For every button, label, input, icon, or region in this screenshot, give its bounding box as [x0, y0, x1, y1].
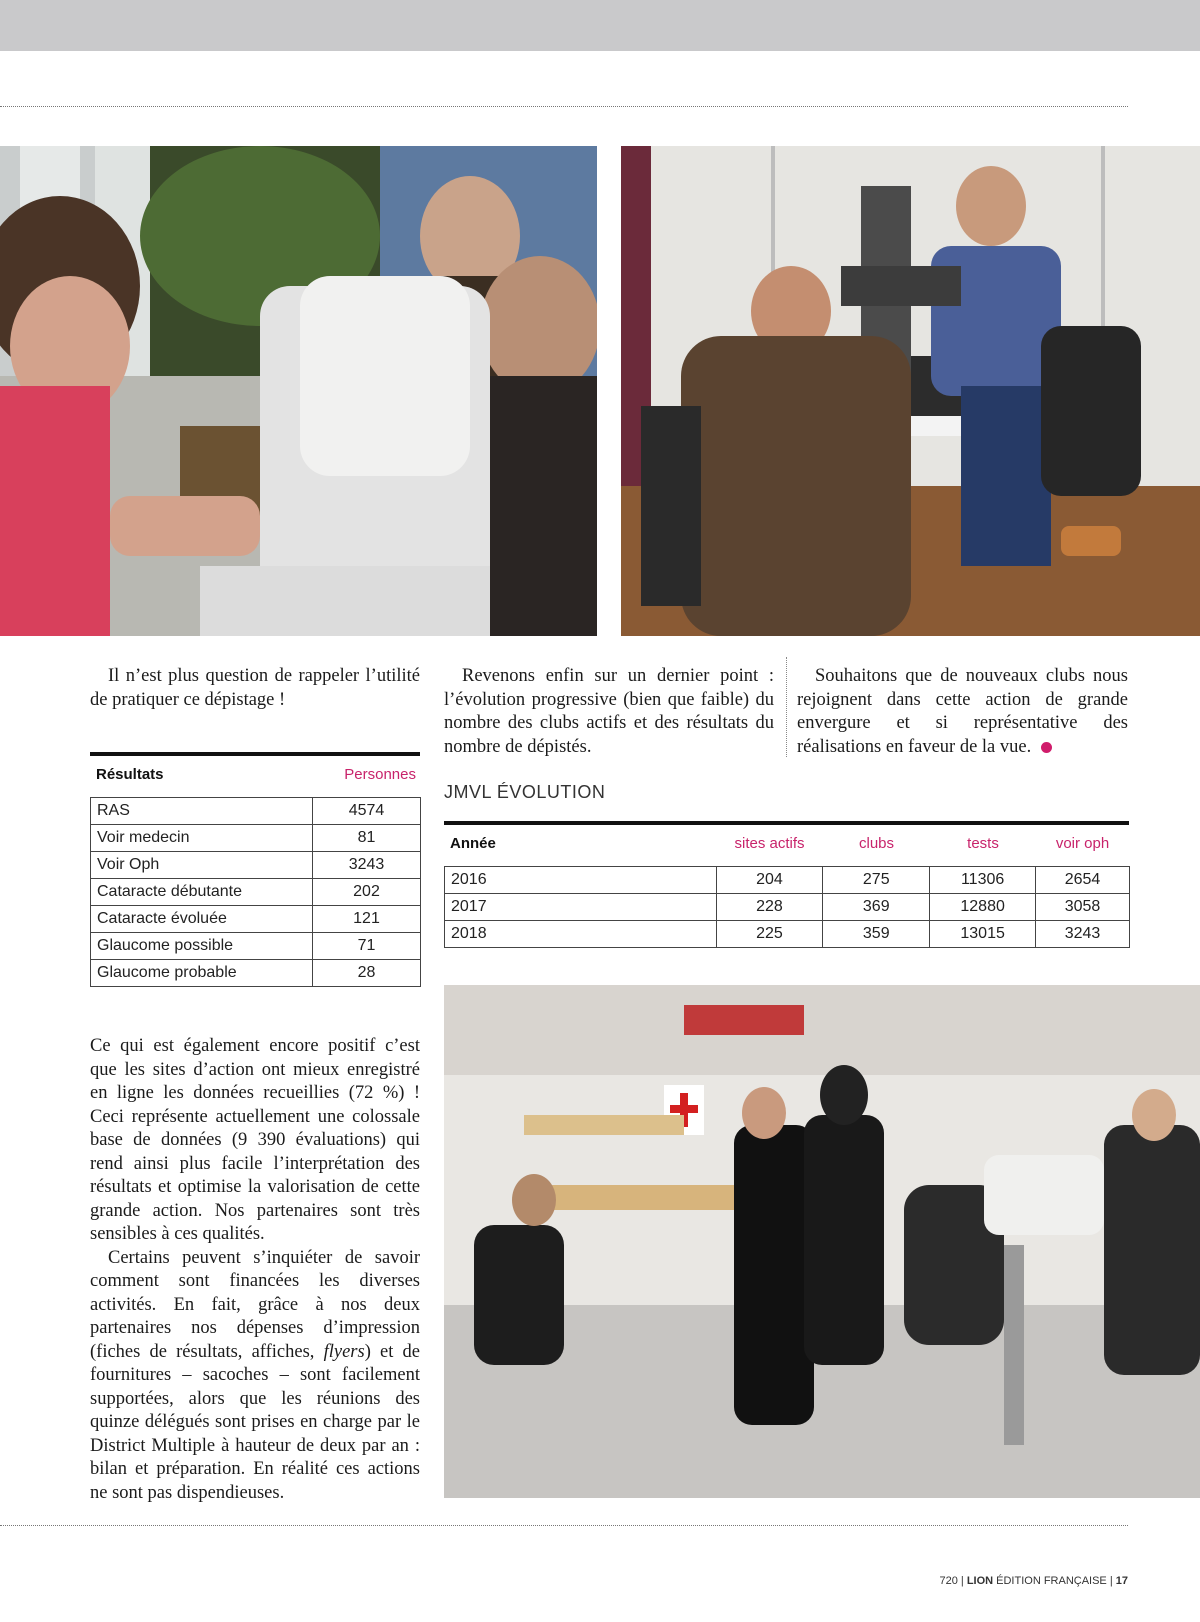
tests-cell: 11306 [930, 867, 1036, 894]
result-value: 3243 [313, 852, 421, 879]
result-value: 202 [313, 879, 421, 906]
year-cell: 2017 [445, 894, 717, 921]
evolution-table [444, 866, 1130, 948]
para2-part-a: Certains peuvent s’inquiéter de savoir comment sont financées les diverses activités. En fait, grâce à nos deux partenaires nos dépenses d’impression (fiches de résultats, affiches, [90, 1247, 420, 1362]
result-label: RAS [91, 798, 313, 825]
sites-cell: 204 [716, 867, 823, 894]
evolution-header-voir-oph: voir oph [1055, 835, 1110, 852]
table-row [91, 933, 421, 960]
results-header-label: Résultats [96, 766, 164, 783]
table-row [445, 921, 1130, 948]
tests-cell: 13015 [930, 921, 1036, 948]
table-row [91, 852, 421, 879]
sites-cell: 228 [716, 894, 823, 921]
evolution-header-tests: tests [967, 835, 999, 852]
evolution-caption: JMVL ÉVOLUTION [444, 782, 606, 802]
photo-slit-lamp-exam [621, 146, 1200, 636]
footer-page-number: 17 [1115, 1575, 1128, 1587]
footer-edition: ÉDITION FRANÇAISE | [993, 1575, 1116, 1587]
para2-part-b: ) et de fournitures – sacoches – sont facilement supportées, alors que les réunions des quinze délégués sont prises en charge par le District Multiple à hauteur de deux par an : bilan et préparation. En réalité ces actions ne sont pas dispendieuses. [90, 1341, 420, 1503]
result-label: Voir Oph [91, 852, 313, 879]
end-mark-icon [1041, 742, 1052, 753]
result-label: Glaucome probable [91, 960, 313, 987]
body-paragraph-1: Ce qui est également encore positif c’est que les sites d’action ont mieux enregistré en ligne les données recueillies (72 %) ! Ceci représente actuellement une colossale base de données (9 390 évaluations) qui rend ainsi plus facile l’interprétation des résultats et optimise la valorisation de cette grande action. Nos partenaires sont très sensibles à ces qualités. [90, 1036, 420, 1244]
results-header-persons: Personnes [344, 766, 416, 783]
evolution-header-sites: sites actifs [734, 835, 805, 852]
tests-cell: 12880 [930, 894, 1036, 921]
table-row [91, 825, 421, 852]
clubs-cell: 359 [823, 921, 930, 948]
footer-magazine: LION [966, 1575, 994, 1587]
column3-paragraph [797, 665, 1128, 759]
column1-intro [90, 665, 420, 712]
voir-oph-cell: 2654 [1036, 867, 1130, 894]
voir-oph-cell: 3243 [1036, 921, 1130, 948]
photo-eye-exam [0, 146, 597, 636]
table-row [445, 894, 1130, 921]
evolution-header-clubs: clubs [858, 835, 895, 852]
table-row [91, 798, 421, 825]
clubs-cell: 275 [823, 867, 930, 894]
page-footer [939, 1575, 1128, 1587]
table-row [91, 906, 421, 933]
column2-paragraph: Revenons enfin sur un dernier point : l’évolution progressive (bien que faible) du nombre des clubs actifs et des résultats du nombre de dépistés. [444, 666, 774, 757]
top-header-bar [0, 0, 1200, 51]
para2-emphasis: flyers [323, 1341, 365, 1362]
year-cell: 2016 [445, 867, 717, 894]
column2-text [444, 665, 774, 759]
table-row [445, 867, 1130, 894]
footer-issue: 720 | [939, 1575, 967, 1587]
result-value: 4574 [313, 798, 421, 825]
evolution-table-header [444, 821, 1129, 865]
results-table [90, 797, 421, 987]
bottom-divider [0, 1525, 1128, 1526]
result-label: Cataracte évoluée [91, 906, 313, 933]
table-row [91, 879, 421, 906]
result-value: 121 [313, 906, 421, 933]
result-value: 28 [313, 960, 421, 987]
column-separator [786, 657, 787, 757]
table-row [91, 960, 421, 987]
result-label: Glaucome possible [91, 933, 313, 960]
body-paragraph-2 [90, 1247, 420, 1506]
clubs-cell: 369 [823, 894, 930, 921]
column3-sentence: Souhaitons que de nouveaux clubs nous rejoignent dans cette action de grande envergure et si représentative des réalisations en faveur de la vue. [797, 666, 1128, 757]
intro-paragraph: Il n’est plus question de rappeler l’utilité de pratiquer ce dépistage ! [90, 666, 420, 710]
voir-oph-cell: 3058 [1036, 894, 1130, 921]
result-value: 71 [313, 933, 421, 960]
column3-text [797, 665, 1128, 759]
result-label: Cataracte débutante [91, 879, 313, 906]
evolution-header-year: Année [450, 835, 496, 852]
year-cell: 2018 [445, 921, 717, 948]
photo-screening-hall [444, 985, 1200, 1498]
top-divider [0, 106, 1128, 107]
column1-body [90, 1035, 420, 1505]
result-value: 81 [313, 825, 421, 852]
results-table-header [90, 752, 420, 796]
sites-cell: 225 [716, 921, 823, 948]
result-label: Voir medecin [91, 825, 313, 852]
